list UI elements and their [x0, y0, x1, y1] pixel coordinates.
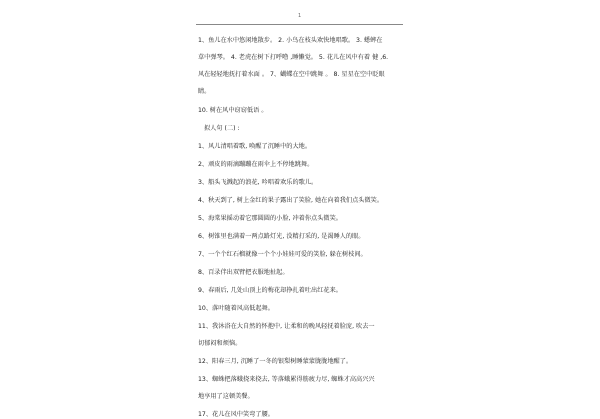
page-number: 1: [298, 13, 302, 19]
text-line: 地享用了这顿美餐。: [198, 393, 254, 400]
list-item: 5、海棠果摇动着它那圆圆的小脸, 冲着你点头微笑。: [198, 215, 342, 222]
list-item: 8、百录伴出双臂把衣服地扯起。: [198, 269, 289, 276]
text-line: 13、蜘蛛把落蛾挠来挠去, 等落蛾累得筋疲力尽, 蜘蛛才高高兴兴: [198, 376, 375, 383]
text-line: 睛。: [198, 88, 211, 95]
text-line: 草中弹琴。 4. 老虎在树下打呼噜 ,睡懒觉。 5. 花儿在风中有着 健 ,6.: [198, 54, 389, 61]
text-line: 1、鱼儿在水中悠闲地散步。 2. 小鸟在枝头欢快地唱歌。 3. 蟋蟀在: [198, 37, 383, 44]
document-body: [198, 37, 404, 419]
paragraph-one: [198, 37, 404, 96]
header-rule: [196, 24, 403, 25]
text-line: 切郁闷和烦恼。: [198, 340, 242, 347]
list-item: 3、船头飞溅起的浪花, 吟唱着欢乐的歌儿。: [198, 179, 318, 186]
list-item: [198, 323, 404, 348]
list-item: [198, 376, 404, 401]
list-item: 10. 树在风中窃窃低语 。: [198, 107, 268, 114]
list-item: 10、落叶随着风高低起舞。: [198, 305, 274, 312]
list-item: 9、春雨后, 几处山顶上的梅花却挣扎着吐出红花来。: [198, 287, 342, 294]
section-heading: 拟人句 (二) :: [204, 125, 240, 132]
list-item: 17、花儿在风中笑弯了腰。: [198, 411, 274, 418]
list-item: 4、秋天到了, 树上金红的果子露出了笑脸, 她在向着我们点头微笑。: [198, 197, 384, 204]
list-item: 2、顽皮的雨滴蹦蹦在雨伞上不停地跳舞。: [198, 161, 314, 168]
list-item: 7、一个个红石榴就像一个个小娃娃可爱的笑脸, 躲在树枝间。: [198, 251, 367, 258]
text-line: 11、我沐浴在大自然的怀抱中, 让柔和的晚风轻抚着脸庞, 吹去一: [198, 323, 375, 330]
list-item: 6、树锥里也满着一两点路灯光, 没精打采的, 是渴睡人的眼。: [198, 233, 365, 240]
list-item: 12、阳春三月, 沉睡了一冬的银梨树睡蒙蒙胧胧地醒了。: [198, 358, 353, 365]
list-item: 1、风儿清唱着歌, 唤醒了沉睡中的大地。: [198, 143, 312, 150]
text-line: 风在轻轻地抚打着水面 。 7、蝴蝶在空中跳舞 。 8. 星星在空中眨眼: [198, 71, 385, 78]
